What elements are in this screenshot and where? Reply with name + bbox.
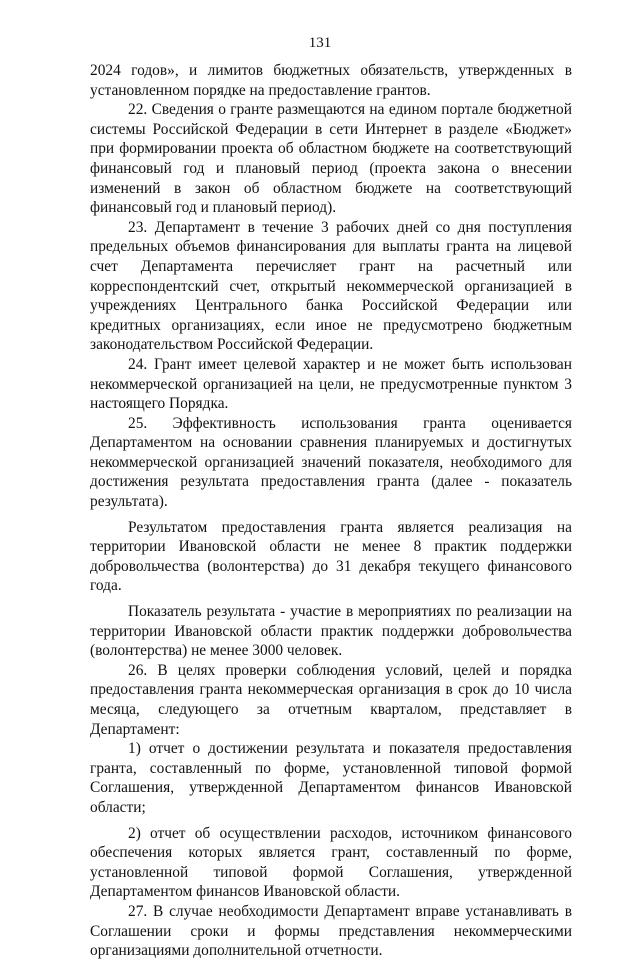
paragraph-27: 27. В случае необходимости Департамент вправе устанавливать в Соглашении сроки и формы представления некоммерческими организациями дополнительной отчетности. (90, 902, 572, 960)
paragraph-continuation: 2024 годов», и лимитов бюджетных обязательств, утвержденных в установленном порядке на предоставление грантов. (90, 62, 572, 99)
paragraph-25: 25. Эффективность использования гранта оценивается Департаментом на основании сравнения планируемых и достигнутых некоммерческой организацией значений показателя, необходимого для достижения результата предоставления гранта (далее - показатель результата). (90, 414, 572, 511)
paragraph-result: Результатом предоставления гранта является реализация на территории Ивановской области не менее 8 практик поддержки добровольчества (волонтерства) до 31 декабря текущего финансового года. (90, 518, 572, 595)
document-body (90, 61, 572, 961)
paragraph-23: 23. Департамент в течение 3 рабочих дней со дня поступления предельных объемов финансирования для выплаты гранта на лицевой счет Департамента перечисляет грант на расчетный или корреспондентский счет, открытый некоммерческой организацией в учреждениях Центрального банка Российской Федерации или кредитных организациях, если иное не предусмотрено бюджетным законодательством Российской Федерации. (90, 218, 572, 354)
page-number: 131 (308, 35, 332, 51)
paragraph-26: 26. В целях проверки соблюдения условий, целей и порядка предоставления гранта некоммерческая организация в срок до 10 числа месяца, следующего за отчетным кварталом, представляет в Департамент: (90, 661, 572, 738)
list-item-report-1: 1) отчет о достижении результата и показателя предоставления гранта, составленный по форме, установленной типовой формой Соглашения, утвержденной Департаментом финансов Ивановской области; (90, 740, 572, 816)
paragraph-result-indicator: Показатель результата - участие в мероприятиях по реализации на территории Ивановской области практик поддержки добровольчества (волонтерства) не менее 3000 человек. (90, 603, 572, 660)
list-item-report-2: 2) отчет об осуществлении расходов, источником финансового обеспечения которых является грант, составленный по форме, установленной типовой формой Соглашения, утвержденной Департаментом финансов Ивановской области. (90, 824, 572, 901)
paragraph-22: 22. Сведения о гранте размещаются на едином портале бюджетной системы Российской Федерации в сети Интернет в разделе «Бюджет» при формировании проекта об областном бюджете на соответствующий финансовый год и плановый период (проекта закона о внесении изменений в закон об областном бюджете на соответствующий финансовый год и плановый период). (90, 101, 572, 217)
paragraph-24: 24. Грант имеет целевой характер и не может быть использован некоммерческой организацией на цели, не предусмотренные пунктом 3 настоящего Порядка. (90, 355, 572, 413)
